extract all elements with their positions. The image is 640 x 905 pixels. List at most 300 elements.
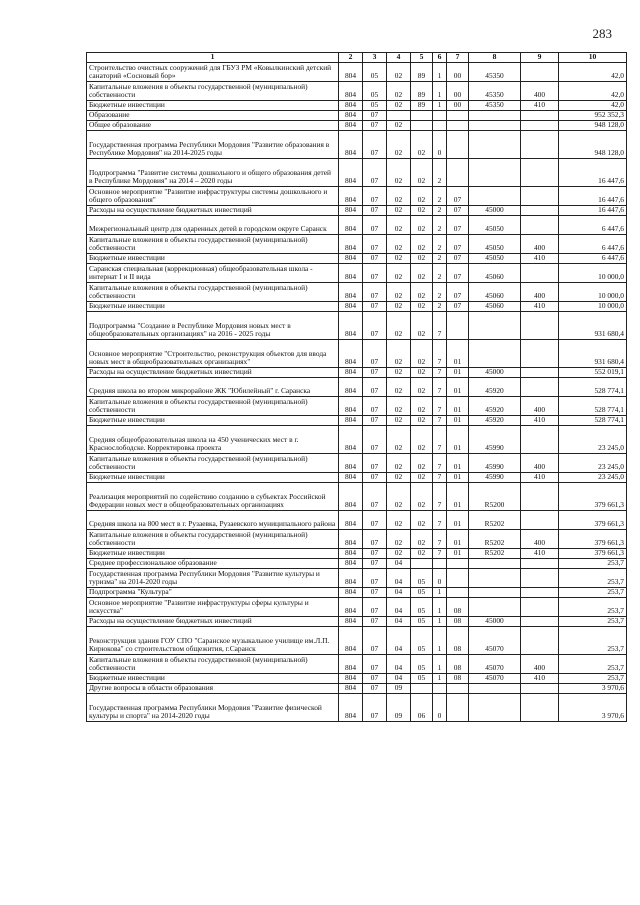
column-header: 10 [559,53,627,63]
section-code-cell: 07 [363,121,387,131]
column-header: 4 [387,53,411,63]
subsection-code-cell: 02 [387,206,411,216]
program-code-cell: 02 [411,340,433,368]
expense-name-cell: Среднее профессиональное образование [87,559,339,569]
expense-name-cell: Основное мероприятие "Развитие инфраструктуры системы дошкольного и общего образования" [87,187,339,206]
expense-type-cell [521,121,559,131]
activity-code-cell: 00 [447,63,469,82]
table-row [87,159,627,187]
subsection-code-cell: 02 [387,530,411,549]
expense-name-cell: Строительство очистных сооружений для ГБУЗ РМ «Ковылкинский детский санаторий «Сосновый бор» [87,63,339,82]
expense-type-cell: 410 [521,674,559,684]
expense-name-cell: Бюджетные инвестиции [87,254,339,264]
subsection-code-cell: 02 [387,159,411,187]
section-code-cell: 07 [363,549,387,559]
program-code-cell: 02 [411,312,433,340]
activity-code-cell [447,694,469,722]
target-code-cell [469,121,521,131]
ministry-code-cell: 804 [339,588,363,598]
program-code-cell: 89 [411,63,433,82]
expense-name-cell: Расходы на осуществление бюджетных инвестиций [87,368,339,378]
subprogram-code-cell: 1 [433,588,447,598]
subsection-code-cell: 02 [387,368,411,378]
expense-type-cell: 410 [521,549,559,559]
expense-name-cell: Межрегиональный центр для одаренных детей в городском округе Саранск [87,216,339,235]
amount-cell: 3 970,6 [559,694,627,722]
ministry-code-cell: 804 [339,674,363,684]
program-code-cell: 02 [411,264,433,283]
table-row [87,264,627,283]
target-code-cell: 45070 [469,674,521,684]
expense-type-cell: 400 [521,655,559,674]
subsection-code-cell: 02 [387,416,411,426]
amount-cell: 948 128,0 [559,131,627,159]
ministry-code-cell: 804 [339,206,363,216]
table-row [87,694,627,722]
expense-type-cell [521,63,559,82]
expense-type-cell [521,131,559,159]
column-header: 3 [363,53,387,63]
target-code-cell [469,131,521,159]
expense-type-cell [521,598,559,617]
target-code-cell: 45350 [469,63,521,82]
ministry-code-cell: 804 [339,473,363,483]
section-code-cell: 07 [363,617,387,627]
expense-name-cell: Капитальные вложения в объекты государственной (муниципальной) собственности [87,235,339,254]
target-code-cell: R5202 [469,530,521,549]
target-code-cell: R5202 [469,549,521,559]
subsection-code-cell: 02 [387,131,411,159]
ministry-code-cell: 804 [339,655,363,674]
ministry-code-cell: 804 [339,187,363,206]
subsection-code-cell: 02 [387,187,411,206]
subprogram-code-cell: 0 [433,694,447,722]
amount-cell: 253,7 [559,598,627,617]
section-code-cell: 07 [363,206,387,216]
ministry-code-cell: 804 [339,131,363,159]
activity-code-cell: 07 [447,283,469,302]
subprogram-code-cell: 1 [433,627,447,655]
amount-cell: 379 661,3 [559,483,627,511]
target-code-cell: 45050 [469,235,521,254]
program-code-cell: 02 [411,302,433,312]
table-row [87,655,627,674]
expense-name-cell: Подпрограмма "Культура" [87,588,339,598]
program-code-cell: 06 [411,694,433,722]
amount-cell: 253,7 [559,588,627,598]
target-code-cell: 45070 [469,655,521,674]
target-code-cell: 45990 [469,473,521,483]
program-code-cell: 02 [411,416,433,426]
subsection-code-cell: 02 [387,426,411,454]
subprogram-code-cell: 7 [433,454,447,473]
amount-cell: 6 447,6 [559,216,627,235]
target-code-cell: R5202 [469,511,521,530]
program-code-cell: 02 [411,483,433,511]
table-row [87,340,627,368]
expense-type-cell [521,483,559,511]
subsection-code-cell: 02 [387,101,411,111]
subsection-code-cell: 02 [387,473,411,483]
subprogram-code-cell: 1 [433,674,447,684]
table-row [87,674,627,684]
expense-type-cell [521,627,559,655]
table-row [87,235,627,254]
amount-cell: 10 000,0 [559,283,627,302]
ministry-code-cell: 804 [339,694,363,722]
section-code-cell: 05 [363,63,387,82]
ministry-code-cell: 804 [339,254,363,264]
program-code-cell: 89 [411,101,433,111]
expense-name-cell: Государственная программа Республики Мордовия "Развитие культуры и туризма" на 2014-2020 годы [87,569,339,588]
target-code-cell [469,340,521,368]
expense-type-cell [521,206,559,216]
target-code-cell [469,312,521,340]
subprogram-code-cell: 0 [433,131,447,159]
activity-code-cell: 08 [447,655,469,674]
amount-cell: 16 447,6 [559,159,627,187]
program-code-cell: 02 [411,454,433,473]
column-header: 2 [339,53,363,63]
ministry-code-cell: 804 [339,101,363,111]
expense-type-cell [521,368,559,378]
subsection-code-cell: 02 [387,378,411,397]
ministry-code-cell: 804 [339,511,363,530]
ministry-code-cell: 804 [339,111,363,121]
activity-code-cell: 01 [447,378,469,397]
activity-code-cell: 01 [447,483,469,511]
target-code-cell: 45000 [469,368,521,378]
subprogram-code-cell: 7 [433,511,447,530]
program-code-cell [411,559,433,569]
amount-cell: 528 774,1 [559,378,627,397]
subprogram-code-cell: 7 [433,483,447,511]
amount-cell: 948 128,0 [559,121,627,131]
amount-cell: 23 245,0 [559,454,627,473]
activity-code-cell: 07 [447,216,469,235]
subsection-code-cell: 02 [387,549,411,559]
target-code-cell [469,187,521,206]
section-code-cell: 07 [363,312,387,340]
subsection-code-cell: 02 [387,283,411,302]
subprogram-code-cell: 7 [433,340,447,368]
expense-name-cell: Другие вопросы в области образования [87,684,339,694]
activity-code-cell: 01 [447,530,469,549]
subprogram-code-cell: 1 [433,63,447,82]
table-row [87,187,627,206]
program-code-cell: 02 [411,368,433,378]
target-code-cell: 45990 [469,454,521,473]
section-code-cell: 07 [363,378,387,397]
program-code-cell: 02 [411,473,433,483]
program-code-cell [411,121,433,131]
program-code-cell: 02 [411,216,433,235]
activity-code-cell [447,684,469,694]
section-code-cell: 07 [363,254,387,264]
subsection-code-cell: 04 [387,569,411,588]
column-header: 8 [469,53,521,63]
expense-type-cell: 400 [521,454,559,473]
target-code-cell [469,694,521,722]
table-row [87,101,627,111]
column-header: 5 [411,53,433,63]
expense-name-cell: Образование [87,111,339,121]
subprogram-code-cell: 7 [433,416,447,426]
ministry-code-cell: 804 [339,82,363,101]
subsection-code-cell [387,111,411,121]
subsection-code-cell: 02 [387,454,411,473]
amount-cell: 3 970,6 [559,684,627,694]
expense-name-cell: Капитальные вложения в объекты государственной (муниципальной) собственности [87,454,339,473]
subsection-code-cell: 02 [387,254,411,264]
amount-cell: 6 447,6 [559,235,627,254]
expense-type-cell [521,559,559,569]
subprogram-code-cell: 1 [433,617,447,627]
expense-name-cell: Общее образование [87,121,339,131]
section-code-cell: 07 [363,684,387,694]
activity-code-cell: 01 [447,549,469,559]
subsection-code-cell: 09 [387,684,411,694]
amount-cell: 16 447,6 [559,187,627,206]
activity-code-cell [447,111,469,121]
subsection-code-cell: 02 [387,235,411,254]
section-code-cell: 07 [363,588,387,598]
subprogram-code-cell: 7 [433,368,447,378]
expense-name-cell: Бюджетные инвестиции [87,674,339,684]
amount-cell: 253,7 [559,655,627,674]
target-code-cell [469,684,521,694]
section-code-cell: 07 [363,511,387,530]
expense-type-cell [521,694,559,722]
amount-cell: 6 447,6 [559,254,627,264]
expense-type-cell: 400 [521,283,559,302]
program-code-cell: 02 [411,235,433,254]
ministry-code-cell: 804 [339,216,363,235]
program-code-cell: 05 [411,627,433,655]
amount-cell: 253,7 [559,617,627,627]
section-code-cell: 07 [363,216,387,235]
activity-code-cell [447,588,469,598]
program-code-cell: 02 [411,530,433,549]
subprogram-code-cell: 2 [433,187,447,206]
subsection-code-cell: 02 [387,82,411,101]
activity-code-cell: 01 [447,511,469,530]
ministry-code-cell: 804 [339,63,363,82]
amount-cell: 528 774,1 [559,416,627,426]
subsection-code-cell: 02 [387,312,411,340]
expense-type-cell: 410 [521,473,559,483]
ministry-code-cell: 804 [339,340,363,368]
activity-code-cell: 01 [447,416,469,426]
subsection-code-cell: 04 [387,588,411,598]
activity-code-cell: 01 [447,426,469,454]
target-code-cell [469,111,521,121]
activity-code-cell: 07 [447,187,469,206]
target-code-cell [469,588,521,598]
program-code-cell: 02 [411,206,433,216]
table-row [87,483,627,511]
activity-code-cell: 07 [447,264,469,283]
subprogram-code-cell: 7 [433,378,447,397]
expense-type-cell [521,216,559,235]
subprogram-code-cell: 7 [433,549,447,559]
table-row [87,63,627,82]
ministry-code-cell: 804 [339,483,363,511]
ministry-code-cell: 804 [339,121,363,131]
target-code-cell: 45050 [469,254,521,264]
expense-name-cell: Государственная программа Республики Мордовия "Развитие физической культуры и спорта" на 2014-2020 годы [87,694,339,722]
target-code-cell: 45920 [469,378,521,397]
table-row [87,530,627,549]
expense-name-cell: Средняя школа на 800 мест в г. Рузаевка, Рузаевского муниципального района [87,511,339,530]
section-code-cell: 05 [363,101,387,111]
subprogram-code-cell: 2 [433,283,447,302]
section-code-cell: 07 [363,674,387,684]
program-code-cell [411,111,433,121]
subsection-code-cell: 04 [387,627,411,655]
amount-cell: 42,0 [559,63,627,82]
target-code-cell [469,159,521,187]
table-row [87,559,627,569]
table-row [87,684,627,694]
activity-code-cell: 01 [447,340,469,368]
program-code-cell: 02 [411,378,433,397]
table-row [87,254,627,264]
expense-type-cell: 410 [521,101,559,111]
ministry-code-cell: 804 [339,283,363,302]
amount-cell: 528 774,1 [559,397,627,416]
table-row [87,617,627,627]
subsection-code-cell: 09 [387,694,411,722]
section-code-cell: 07 [363,473,387,483]
ministry-code-cell: 804 [339,559,363,569]
activity-code-cell [447,121,469,131]
section-code-cell: 07 [363,397,387,416]
amount-cell: 379 661,3 [559,549,627,559]
ministry-code-cell: 804 [339,264,363,283]
section-code-cell: 07 [363,264,387,283]
subsection-code-cell: 02 [387,340,411,368]
expense-type-cell [521,511,559,530]
section-code-cell: 07 [363,340,387,368]
ministry-code-cell: 804 [339,549,363,559]
activity-code-cell: 07 [447,235,469,254]
expense-type-cell: 400 [521,397,559,416]
amount-cell: 42,0 [559,82,627,101]
table-row [87,378,627,397]
ministry-code-cell: 804 [339,627,363,655]
activity-code-cell [447,569,469,588]
expense-type-cell [521,588,559,598]
activity-code-cell: 07 [447,302,469,312]
expense-name-cell: Средняя школа во втором микрорайоне ЖК "Юбилейный" г. Саранска [87,378,339,397]
expense-type-cell: 400 [521,82,559,101]
subprogram-code-cell: 2 [433,216,447,235]
amount-cell: 253,7 [559,674,627,684]
amount-cell: 253,7 [559,627,627,655]
subsection-code-cell: 02 [387,302,411,312]
expense-name-cell: Расходы на осуществление бюджетных инвестиций [87,617,339,627]
target-code-cell: 45000 [469,617,521,627]
activity-code-cell: 08 [447,674,469,684]
table-row [87,511,627,530]
subsection-code-cell: 04 [387,617,411,627]
target-code-cell: 45350 [469,101,521,111]
table-row [87,368,627,378]
expense-type-cell: 410 [521,416,559,426]
subprogram-code-cell: 1 [433,82,447,101]
program-code-cell: 02 [411,549,433,559]
subprogram-code-cell: 1 [433,598,447,617]
target-code-cell: 45920 [469,397,521,416]
expense-name-cell: Капитальные вложения в объекты государственной (муниципальной) собственности [87,397,339,416]
program-code-cell [411,684,433,694]
amount-cell: 16 447,6 [559,206,627,216]
target-code-cell: R5200 [469,483,521,511]
program-code-cell: 89 [411,82,433,101]
section-code-cell: 07 [363,187,387,206]
target-code-cell [469,598,521,617]
table-row [87,216,627,235]
amount-cell: 23 245,0 [559,426,627,454]
section-code-cell: 07 [363,454,387,473]
table-row [87,426,627,454]
expense-type-cell [521,187,559,206]
expense-name-cell: Подпрограмма "Развитие системы дошкольного и общего образования детей в Республике Мордовия" на 2014 – 2020 годы [87,159,339,187]
program-code-cell: 02 [411,131,433,159]
ministry-code-cell: 804 [339,617,363,627]
column-header: 9 [521,53,559,63]
activity-code-cell [447,559,469,569]
program-code-cell: 05 [411,674,433,684]
expense-type-cell: 400 [521,235,559,254]
expense-name-cell: Государственная программа Республики Мордовия "Развитие образования в Республике Мордовия" на 2014-2025 годы [87,131,339,159]
section-code-cell: 07 [363,530,387,549]
subsection-code-cell: 02 [387,216,411,235]
table-row [87,121,627,131]
activity-code-cell: 08 [447,617,469,627]
budget-table [86,52,627,722]
section-code-cell: 07 [363,416,387,426]
expense-type-cell [521,569,559,588]
ministry-code-cell: 804 [339,302,363,312]
expense-name-cell: Капитальные вложения в объекты государственной (муниципальной) собственности [87,283,339,302]
subprogram-code-cell: 7 [433,426,447,454]
expense-name-cell: Капитальные вложения в объекты государственной (муниципальной) собственности [87,655,339,674]
amount-cell: 379 661,3 [559,511,627,530]
section-code-cell: 07 [363,569,387,588]
subprogram-code-cell [433,684,447,694]
expense-type-cell [521,378,559,397]
table-row [87,416,627,426]
expense-type-cell [521,684,559,694]
ministry-code-cell: 804 [339,569,363,588]
column-header: 1 [87,53,339,63]
target-code-cell: 45060 [469,283,521,302]
amount-cell: 952 352,3 [559,111,627,121]
subsection-code-cell: 04 [387,674,411,684]
section-code-cell: 07 [363,559,387,569]
table-row [87,588,627,598]
subsection-code-cell: 02 [387,511,411,530]
expense-name-cell: Реконструкция здания ГОУ СПО "Саранское музыкальное училище им.Л.П. Кирюкова" со строительством общежития, г.Саранск [87,627,339,655]
column-header: 6 [433,53,447,63]
activity-code-cell: 07 [447,206,469,216]
section-code-cell: 07 [363,283,387,302]
section-code-cell: 07 [363,111,387,121]
program-code-cell: 02 [411,254,433,264]
expense-name-cell: Расходы на осуществление бюджетных инвестиций [87,206,339,216]
